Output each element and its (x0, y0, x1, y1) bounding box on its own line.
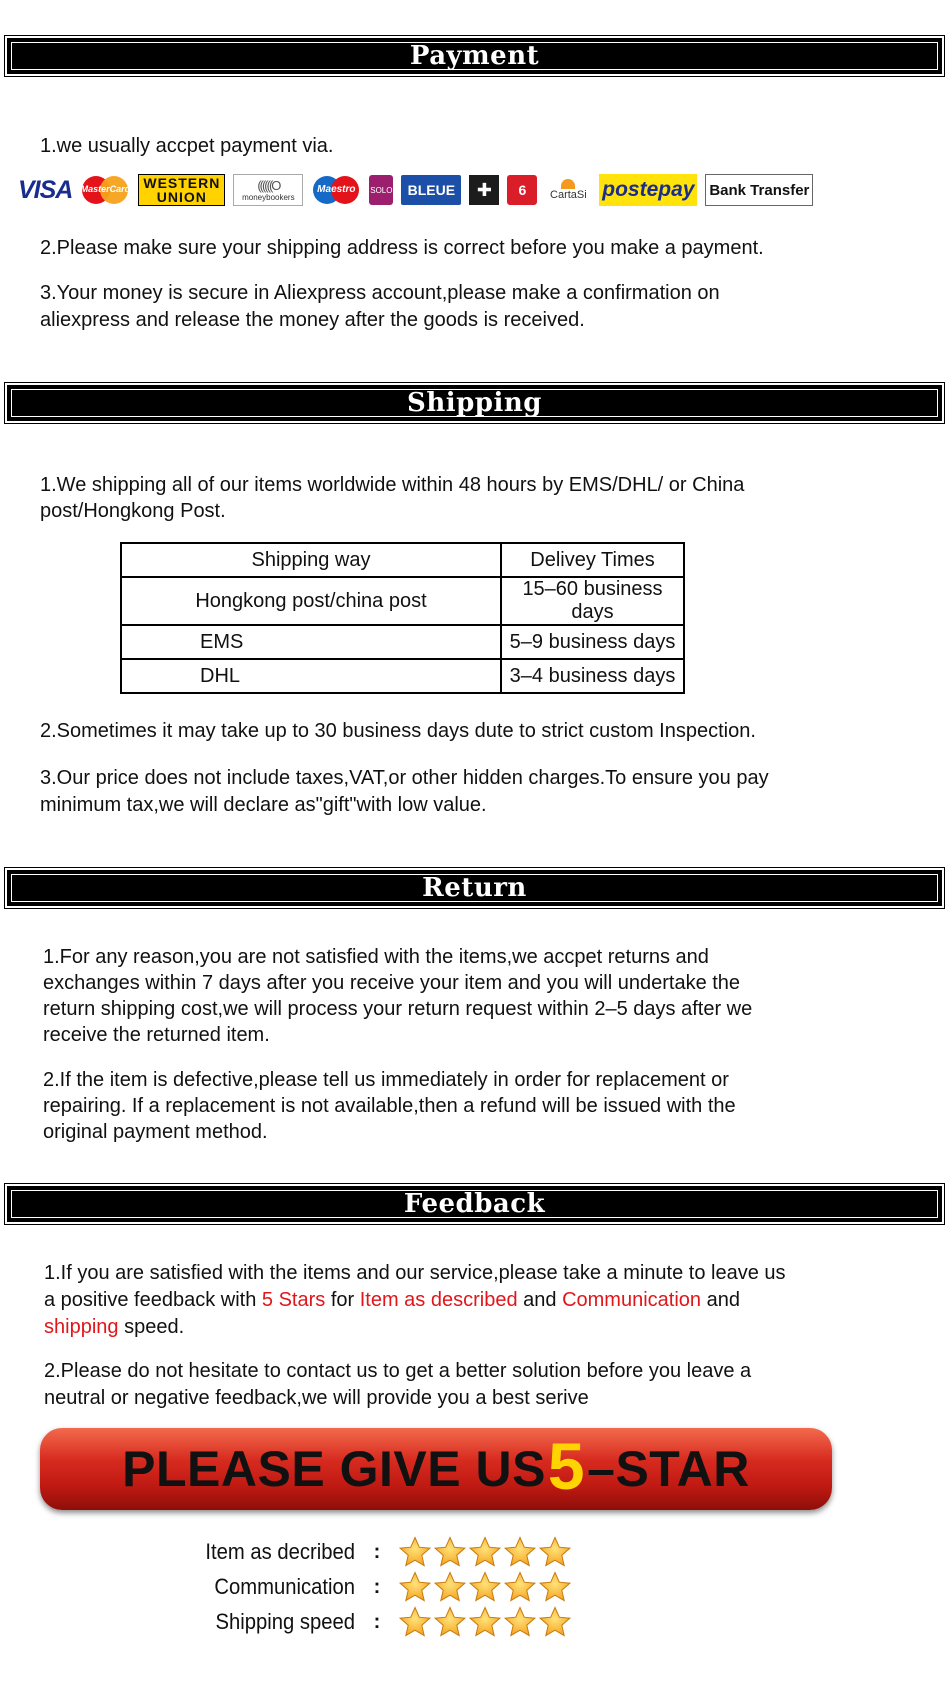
shipping-intro-line1: 1.We shipping all of our items worldwide within 48 hours by EMS/DHL/ or China (40, 474, 745, 496)
return-note2-line3: original payment method. (43, 1121, 268, 1143)
cb-logo-icon: ✚ (469, 175, 499, 205)
return-section-header (7, 870, 942, 906)
moneybookers-logo: ((((((O moneybookers (233, 174, 303, 206)
star-icon (504, 1536, 536, 1568)
payment-logos (18, 172, 821, 208)
rating-label: Item as decribed (205, 1539, 355, 1564)
star-icon (399, 1606, 431, 1638)
star-group (399, 1606, 574, 1638)
return-note1-line4: receive the returned item. (43, 1024, 270, 1046)
rating-row-item: Item as decribed : (180, 1535, 574, 1569)
star-icon (434, 1571, 466, 1603)
star-icon (504, 1606, 536, 1638)
star-icon (539, 1606, 571, 1638)
shipping-tax-note-line1: 3.Our price does not include taxes,VAT,or other hidden charges.To ensure you pay (40, 767, 769, 789)
return-note1-line1: 1.For any reason,you are not satisfied with the items,we accpet returns and (43, 946, 709, 968)
postepay-logo: postepay (599, 174, 697, 206)
table-cell: Hongkong post/china post (121, 577, 501, 625)
star-group (399, 1536, 574, 1568)
star-icon (469, 1606, 501, 1638)
return-note2-line1: 2.If the item is defective,please tell us immediately in order for replacement or (43, 1069, 729, 1091)
return-note1-line3: return shipping cost,we will process your return request within 2–5 days after we (43, 998, 753, 1020)
table-cell: 3–4 business days (501, 659, 684, 693)
payment-section-header (7, 38, 942, 74)
visa-logo: VISA (18, 175, 73, 204)
table-row (121, 659, 684, 693)
return-title: Return (422, 873, 527, 903)
five-star-banner: PLEASE GIVE US 5 –STAR (40, 1428, 832, 1510)
payment-title: Payment (409, 41, 540, 71)
rating-row-shipping-speed: Shipping speed : (180, 1605, 574, 1639)
star-icon (434, 1536, 466, 1568)
carte-bleue-logo: BLEUE (401, 175, 461, 205)
table-cell: EMS (121, 625, 501, 659)
feedback-title: Feedback (403, 1189, 546, 1219)
return-note2-line2: repairing. If a replacement is not available,then a refund will be issued with the (43, 1095, 736, 1117)
payment-secure-note-line2: aliexpress and release the money after the goods is received. (40, 309, 585, 331)
shipping-intro-line2: post/Hongkong Post. (40, 500, 226, 522)
table-cell: 15–60 business days (501, 577, 684, 625)
shipping-section-header (7, 385, 942, 421)
feedback-section-header (7, 1186, 942, 1222)
rating-row-communication: Communication : (180, 1570, 574, 1604)
star-icon (469, 1571, 501, 1603)
star-group (399, 1571, 574, 1603)
mastercard-logo: MasterCard (80, 175, 130, 205)
shipping-delay-note: 2.Sometimes it may take up to 30 business days dute to strict custom Inspection. (40, 720, 756, 742)
feedback-note1-line2: a positive feedback with 5 Stars for Item as described and Communication and (44, 1289, 740, 1311)
star-icon (539, 1536, 571, 1568)
shipping-table (120, 542, 685, 694)
feedback-note2-line1: 2.Please do not hesitate to contact us to get a better solution before you leave a (44, 1360, 752, 1382)
star-icon (504, 1571, 536, 1603)
feedback-note1-line3: shipping speed. (44, 1316, 185, 1338)
star-icon (399, 1536, 431, 1568)
table-cell: 5–9 business days (501, 625, 684, 659)
table-cell: DHL (121, 659, 501, 693)
star-icon (469, 1536, 501, 1568)
star-icon (539, 1571, 571, 1603)
maestro-logo: Maestro (311, 175, 361, 205)
cartasi-logo: CartaSi (545, 174, 591, 206)
solo-logo: SOLO (369, 175, 393, 205)
feedback-note2-line2: neutral or negative feedback,we will provide you a best serive (44, 1387, 589, 1409)
table-row (121, 577, 684, 625)
table-header-row (121, 543, 684, 577)
table-header: Shipping way (121, 543, 501, 577)
bank-transfer-logo: Bank Transfer (705, 174, 813, 206)
feedback-note1-line1: 1.If you are satisfied with the items and our service,please take a minute to leave us (44, 1262, 786, 1284)
rating-label: Communication (214, 1574, 355, 1599)
table-header: Delivey Times (501, 543, 684, 577)
star-icon (434, 1606, 466, 1638)
payment-secure-note-line1: 3.Your money is secure in Aliexpress account,please make a confirmation on (40, 282, 720, 304)
rating-label: Shipping speed (215, 1609, 355, 1634)
shipping-tax-note-line2: minimum tax,we will declare as"gift"with low value. (40, 794, 487, 816)
six-card-logo-icon: 6 (507, 175, 537, 205)
payment-intro: 1.we usually accpet payment via. (40, 135, 334, 157)
return-note1-line2: exchanges within 7 days after you receive your item and you will undertake the (43, 972, 741, 994)
star-icon (399, 1571, 431, 1603)
table-row (121, 625, 684, 659)
western-union-logo: WESTERN UNION (138, 174, 225, 206)
shipping-title: Shipping (407, 388, 542, 418)
payment-address-note: 2.Please make sure your shipping address is correct before you make a payment. (40, 237, 764, 259)
